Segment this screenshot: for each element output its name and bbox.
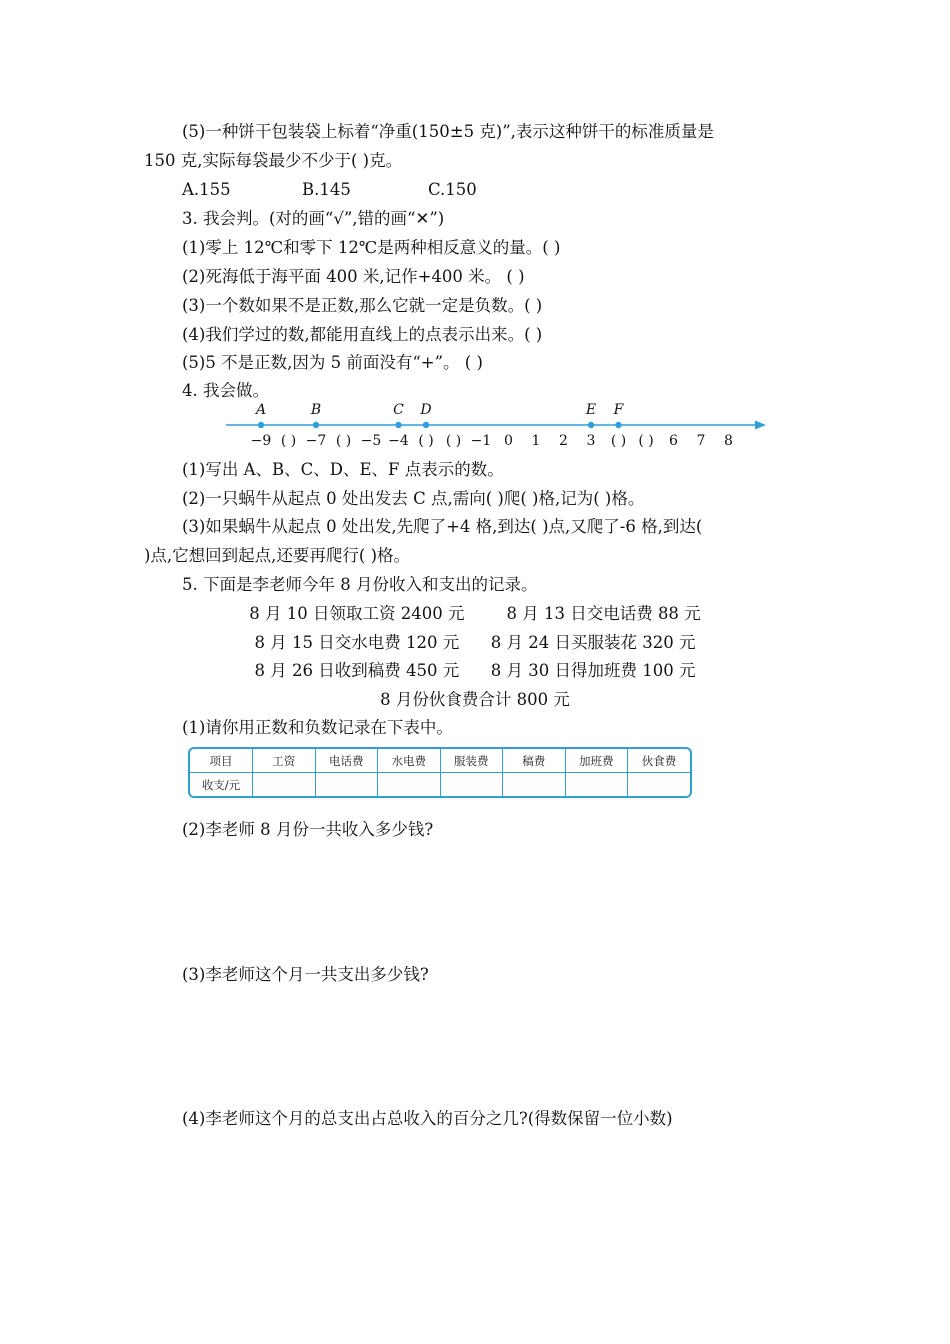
income-expense-table [188, 747, 692, 798]
number-line-tick-label: 2 [559, 433, 568, 449]
number-line-point-label: E [585, 402, 597, 418]
q3-heading: 3. 我会判。(对的画“√”,错的画“✕”) [182, 209, 445, 228]
q4-heading: 4. 我会做。 [182, 381, 269, 400]
number-line-point [313, 422, 319, 428]
number-line-point-label: C [393, 402, 404, 418]
q5-heading: 5. 下面是李老师今年 8 月份收入和支出的记录。 [182, 575, 538, 594]
number-line [218, 398, 778, 454]
q4-item-2: (2)一只蜗牛从起点 0 处出发去 C 点,需向( )爬( )格,记为( )格。 [182, 489, 645, 508]
q2-5-option-b: B.145 [302, 180, 351, 199]
q5-record-row-2: 8 月 15 日交水电费 120 元 8 月 24 日买服装花 320 元 [254, 633, 696, 652]
table-answer-cell[interactable] [378, 773, 441, 797]
number-line-tick-label: ( ) [638, 433, 654, 449]
number-line-tick-label: −7 [305, 433, 327, 449]
number-line-tick-label: ( ) [610, 433, 627, 449]
number-line-point-label: A [255, 402, 267, 418]
number-line-tick-label: −5 [360, 433, 382, 449]
q3-item-3: (3)一个数如果不是正数,那么它就一定是负数。( ) [182, 296, 543, 315]
number-line-tick-label: 3 [586, 433, 596, 449]
number-line-tick-label: ( ) [418, 433, 434, 449]
q4-item-3: (3)如果蜗牛从起点 0 处出发,先爬了+4 格,到达( )点,又爬了-6 格,到达( [182, 517, 703, 536]
table-header-cell: 工资 [253, 749, 316, 773]
number-line-tick-label: 1 [531, 433, 541, 449]
number-line-point [395, 422, 401, 428]
q5-sub-1: (1)请你用正数和负数记录在下表中。 [182, 718, 453, 737]
q3-item-5: (5)5 不是正数,因为 5 前面没有“+”。 ( ) [182, 353, 483, 372]
q3-item-1: (1)零上 12℃和零下 12℃是两种相反意义的量。( ) [182, 238, 561, 257]
q2-5-option-c: C.150 [428, 180, 477, 199]
table-header-cell: 项目 [190, 749, 253, 773]
table-answer-cell[interactable] [628, 773, 691, 797]
q5-record-row-4: 8 月份伙食费合计 800 元 [380, 690, 570, 709]
table-header-cell: 伙食费 [628, 749, 691, 773]
table-row-label: 收支/元 [190, 773, 253, 797]
table-header-cell: 水电费 [378, 749, 441, 773]
number-line-point [258, 422, 264, 428]
table-header-cell: 服装费 [440, 749, 503, 773]
table-answer-cell[interactable] [253, 773, 316, 797]
table-answer-cell[interactable] [315, 773, 378, 797]
q5-record-row-1: 8 月 10 日领取工资 2400 元 8 月 13 日交电话费 88 元 [249, 604, 701, 623]
q5-sub-3: (3)李老师这个月一共支出多少钱? [182, 965, 429, 984]
number-line-tick-label: −9 [250, 433, 272, 449]
number-line-point-label: D [420, 402, 432, 418]
number-line-tick-label: ( ) [445, 433, 462, 449]
table-answer-cell[interactable] [440, 773, 503, 797]
table-row [190, 773, 690, 797]
q2-5-line2: 150 克,实际每袋最少不少于( )克。 [144, 151, 403, 170]
number-line-tick-label: −4 [388, 433, 409, 449]
number-line-point [423, 422, 429, 428]
table-answer-cell[interactable] [503, 773, 566, 797]
q5-sub-2: (2)李老师 8 月份一共收入多少钱? [182, 820, 434, 839]
number-line-point-label: B [310, 402, 322, 418]
table-header-cell: 加班费 [565, 749, 628, 773]
number-line-point [615, 422, 621, 428]
table-answer-cell[interactable] [565, 773, 628, 797]
table-header-cell: 稿费 [503, 749, 566, 773]
number-line-tick-label: 0 [504, 433, 513, 449]
q3-item-4: (4)我们学过的数,都能用直线上的点表示出来。( ) [182, 325, 543, 344]
q4-item-1: (1)写出 A、B、C、D、E、F 点表示的数。 [182, 460, 504, 479]
number-line-point [588, 422, 594, 428]
q3-item-2: (2)死海低于海平面 400 米,记作+400 米。 ( ) [182, 267, 525, 286]
number-line-tick-label: −1 [470, 433, 492, 449]
q2-5-option-a: A.155 [182, 180, 231, 199]
table-header-cell: 电话费 [315, 749, 378, 773]
number-line-tick-label: ( ) [280, 433, 297, 449]
q2-5-line1: (5)一种饼干包装袋上标着“净重(150±5 克)”,表示这种饼干的标准质量是 [182, 122, 714, 141]
q4-item-3-cont: )点,它想回到起点,还要再爬行( )格。 [144, 546, 411, 565]
number-line-arrow [755, 421, 766, 430]
number-line-tick-label: 7 [696, 433, 706, 449]
number-line-point-label: F [613, 402, 624, 418]
number-line-tick-label: 8 [724, 433, 733, 449]
table-header-row [190, 749, 690, 773]
q5-record-row-3: 8 月 26 日收到稿费 450 元 8 月 30 日得加班费 100 元 [254, 661, 696, 680]
number-line-tick-label: 6 [669, 433, 678, 449]
q5-sub-4: (4)李老师这个月的总支出占总收入的百分之几?(得数保留一位小数) [182, 1109, 673, 1128]
number-line-tick-label: ( ) [335, 433, 352, 449]
